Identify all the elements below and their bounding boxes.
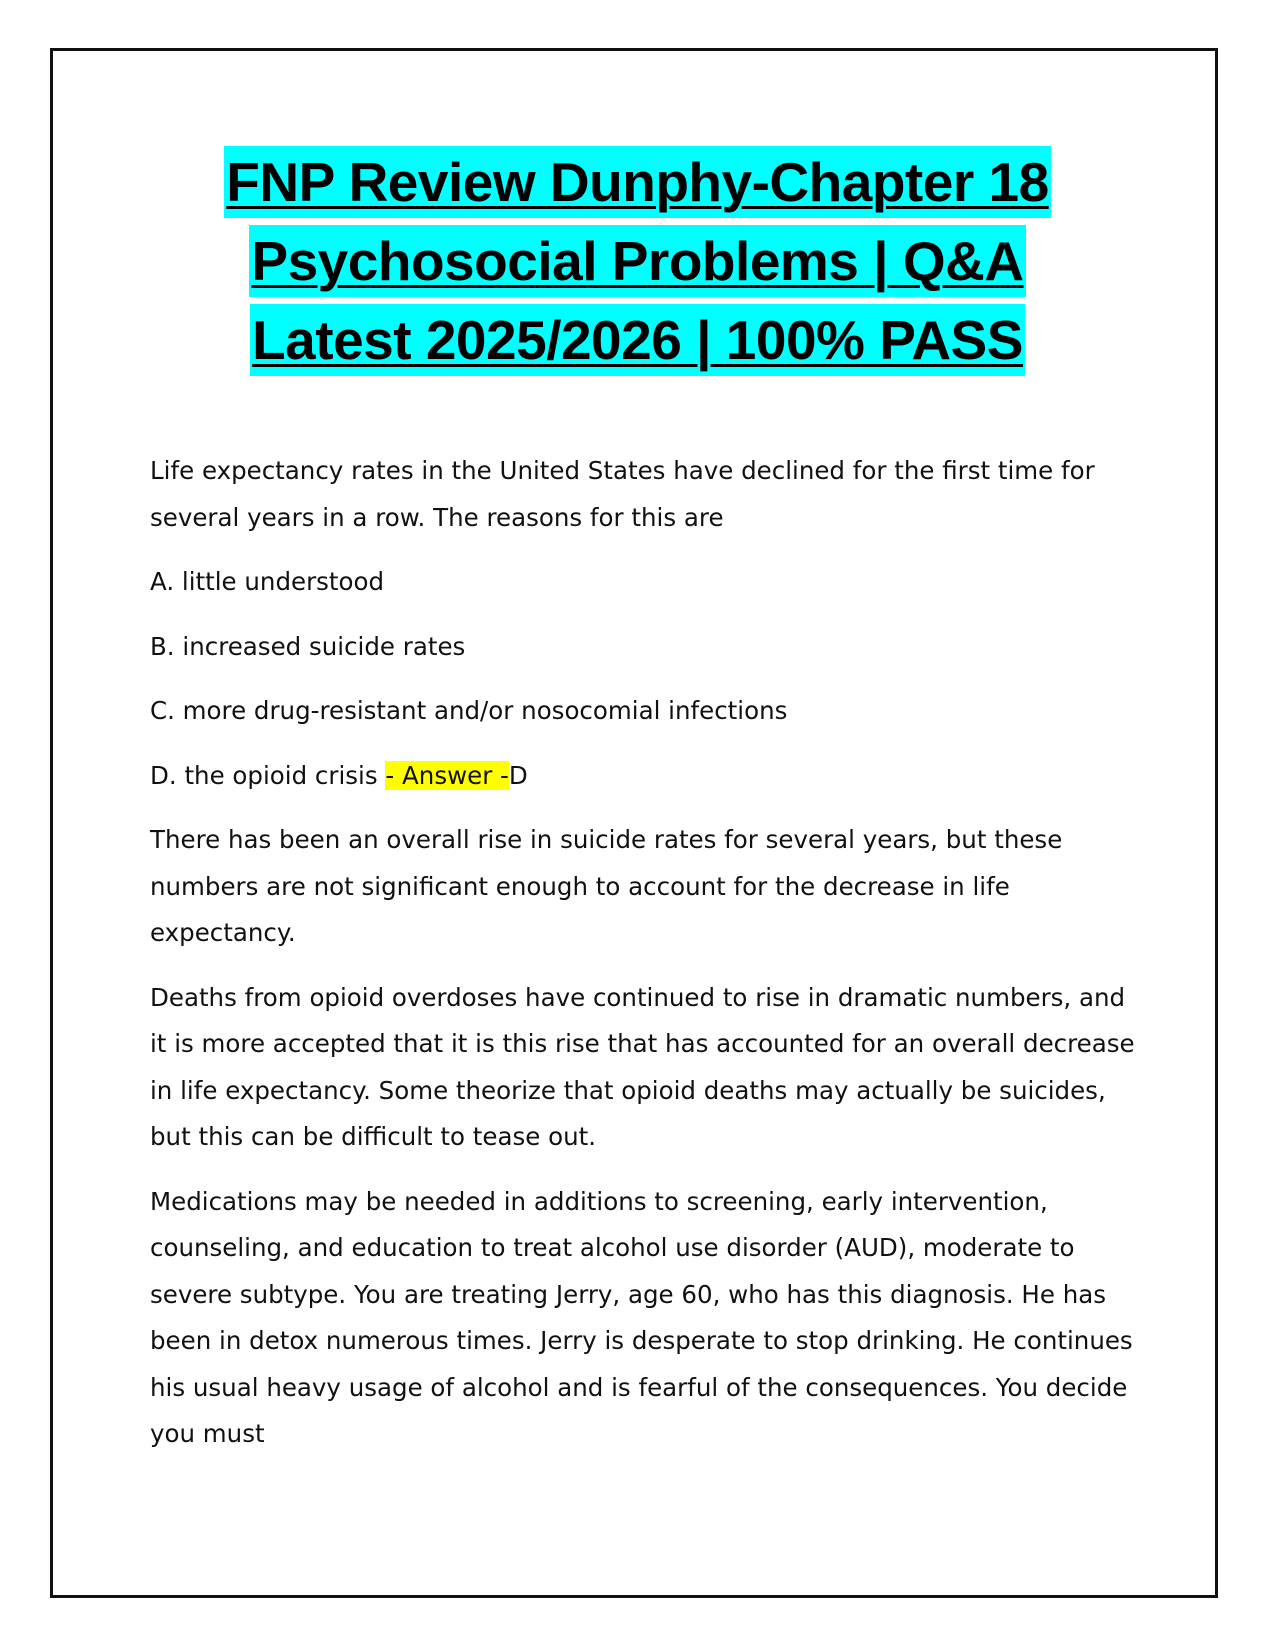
- title-line-3: Latest 2025/2026 | 100% PASS: [250, 304, 1025, 376]
- answer-letter: D: [508, 760, 528, 790]
- question-1-option-d: D. the opioid crisis: [150, 760, 386, 790]
- rationale-paragraph-2: Deaths from opioid overdoses have continued to rise in dramatic numbers, and it is more accepted that it is this rise that has accounted for an overall decrease in life expectancy. Some theorize that opioid deaths may actually be suicides, but this can be difficult to tease out.: [150, 982, 1135, 1151]
- title-line-2: Psychosocial Problems | Q&A: [249, 225, 1025, 297]
- title-line-1: FNP Review Dunphy-Chapter 18: [224, 146, 1050, 218]
- question-1-stem: Life expectancy rates in the United States have declined for the first time for several years in a row. The reasons for this are: [150, 456, 1095, 532]
- document-body: [150, 448, 1135, 1476]
- document-title: [150, 146, 1125, 383]
- question-1-option-d-with-answer: [150, 753, 1135, 800]
- question-1-option-c: C. more drug-resistant and/or nosocomial infections: [150, 696, 788, 725]
- question-2-stem: Medications may be needed in additions to screening, early intervention, counseling, and education to treat alcohol use disorder (AUD), moderate to severe subtype. You are treating Jerry, age 60, who has this diagnosis. He has been in detox numerous times. Jerry is desperate to stop drinking. He continues his usual heavy usage of alcohol and is fearful of the consequences. You decide you must: [150, 1186, 1133, 1448]
- rationale-paragraph-1: There has been an overall rise in suicide rates for several years, but these numbers are not significant enough to account for the decrease in life expectancy.: [150, 825, 1063, 947]
- answer-marker: - Answer -: [385, 760, 509, 790]
- question-1-option-b: B. increased suicide rates: [150, 631, 466, 661]
- question-1-option-a: A. little understood: [150, 567, 385, 596]
